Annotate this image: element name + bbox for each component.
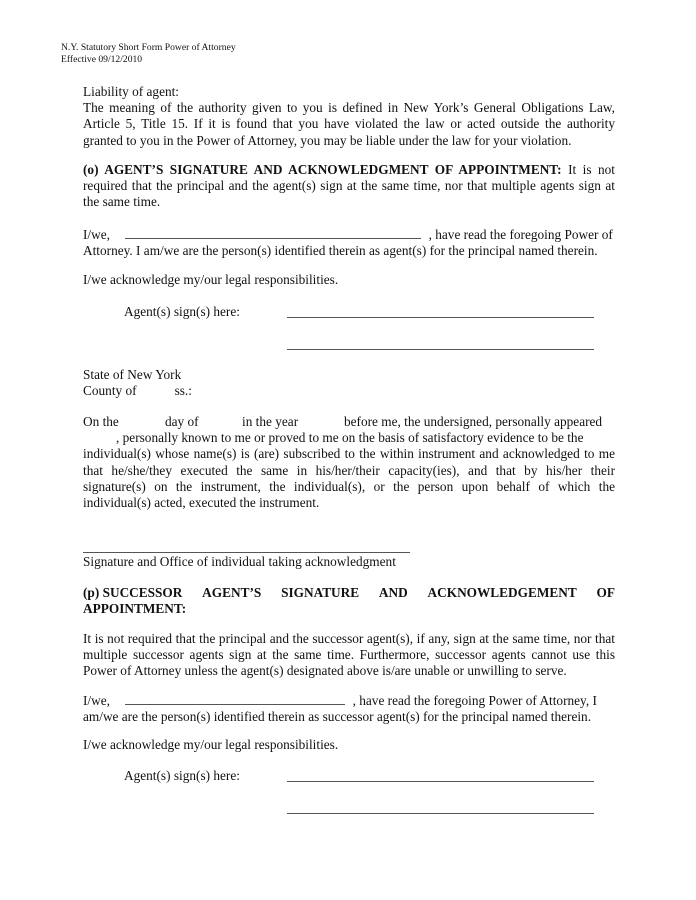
iwe-prefix: I/we, (83, 693, 110, 708)
iwe-suffix: , have read the foregoing Power of Attorney, I (352, 693, 597, 708)
in-the-year-label: in the year (242, 414, 299, 429)
section-o-acknowledge: I/we acknowledge my/our legal responsibilities. (83, 272, 339, 287)
ss-label: ss.: (174, 383, 192, 399)
venue-block (83, 367, 615, 399)
notary-signature-caption: Signature and Office of individual taking acknowledgment (83, 554, 396, 569)
section-o-iwe (83, 226, 615, 259)
successor-agent-name-field[interactable] (125, 692, 345, 705)
section-p-heading (83, 585, 615, 617)
section-p-intro: It is not required that the principal and the successor agent(s), if any, sign at the same time, nor that multiple successor agents sign at the same time. Furthermore, successor agents cannot use this Power of Attorney unless the agent(s) designated above is/are unable or unwilling to serve. (83, 631, 615, 679)
iwe-line2: am/we are the person(s) identified therein as successor agent(s) for the principal named therein. (83, 709, 592, 725)
section-p-sign-label: Agent(s) sign(s) here: (124, 768, 240, 783)
liability-heading: Liability of agent: (83, 84, 180, 99)
effective-date: Effective 09/12/2010 (61, 54, 143, 65)
liability-body: The meaning of the authority given to you is defined in New York’s General Obligations Law, Article 5, Title 15. If it is found that you have violated the law or acted outside the authority granted to you in the Power of Attorney, you may be liable under the law for your violation. (83, 100, 615, 148)
heading-word: AND (378, 585, 408, 600)
on-the-label: On the (83, 414, 119, 429)
heading-word: SIGNATURE (281, 585, 360, 600)
agent-signature-line-2[interactable] (287, 349, 594, 350)
heading-line2: APPOINTMENT: (83, 601, 187, 617)
section-o-heading: (o) AGENT’S SIGNATURE AND ACKNOWLEDGMENT OF APPOINTMENT: (83, 162, 562, 177)
heading-word: ACKNOWLEDGEMENT (427, 585, 577, 600)
section-p-iwe (83, 692, 615, 725)
acknowledgment-body (83, 414, 615, 511)
notary-signature-line[interactable] (83, 552, 410, 553)
day-of-label: day of (165, 414, 199, 429)
heading-word: (p) SUCCESSOR (83, 585, 183, 600)
before-me-text: before me, the undersigned, personally appeared (344, 414, 603, 429)
successor-signature-line-2[interactable] (287, 813, 594, 814)
section-p-acknowledge: I/we acknowledge my/our legal responsibilities. (83, 737, 339, 752)
liability-section (83, 84, 615, 149)
iwe-suffix: , have read the foregoing Power of (428, 227, 613, 242)
agent-name-field[interactable] (125, 226, 421, 239)
section-o-intro-text: It is not required that the principal and the agent(s) sign at the same time, nor that multiple agents sign at the same time. (83, 162, 615, 210)
successor-signature-line-1[interactable] (287, 781, 594, 782)
document-header (61, 42, 236, 66)
iwe-line2: Attorney. I am/we are the person(s) identified therein as agent(s) for the principal named therein. (83, 243, 598, 259)
agent-signature-line-1[interactable] (287, 317, 594, 318)
ack-line2: , personally known to me or proved to me on the basis of satisfactory evidence to be the (116, 430, 584, 446)
section-o-sign-label: Agent(s) sign(s) here: (124, 304, 240, 319)
form-title: N.Y. Statutory Short Form Power of Attorney (61, 42, 236, 53)
heading-word: AGENT’S (202, 585, 262, 600)
state-label: State of New York (83, 367, 182, 382)
iwe-prefix: I/we, (83, 227, 110, 242)
section-o-intro (83, 162, 615, 211)
ack-body-rest: individual(s) whose name(s) is (are) subscribed to the within instrument and acknowledged to me that he/she/they executed the same in his/her/their capacity(ies), and that by his/her their signature(s) on the instrument, the individual(s), or the person upon behalf of which the individual(s) acted, executed the instrument. (83, 446, 615, 510)
county-label: County of (83, 383, 137, 399)
heading-word: OF (596, 585, 615, 600)
